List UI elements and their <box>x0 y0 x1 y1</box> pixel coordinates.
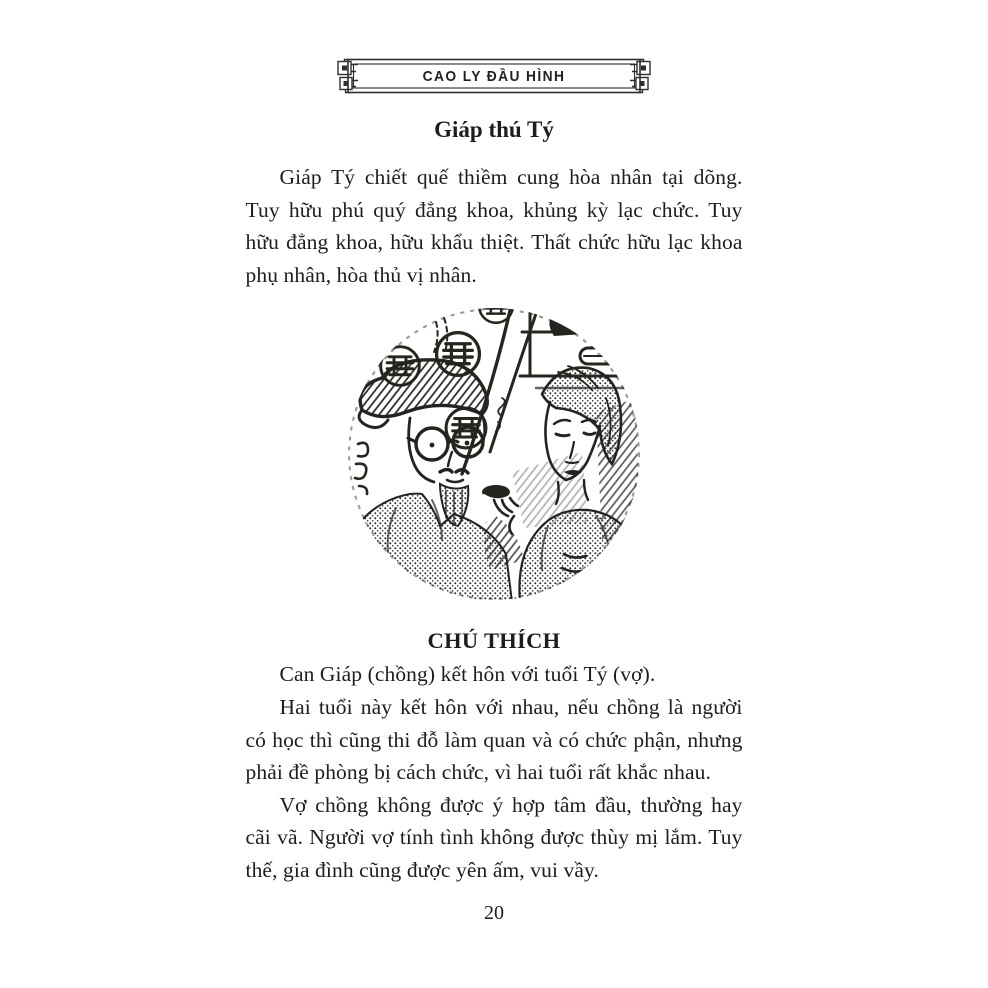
page-number: 20 <box>484 902 504 924</box>
note-paragraph: Vợ chồng không được ý hợp tâm đầu, thường hay cãi vã. Người vợ tính tình không được thùy mị lắm. Tuy thế, gia đình cũng được yên ấm, vui vầy. <box>245 792 743 882</box>
running-head <box>334 57 654 95</box>
note-paragraph: Can Giáp (chồng) kết hôn với tuổi Tý (vợ). <box>279 662 656 687</box>
notes-heading: CHÚ THÍCH <box>427 628 561 654</box>
intro-paragraph: Giáp Tý chiết quế thiềm cung hòa nhân tại dõng. Tuy hữu phú quý đẳng khoa, khủng kỳ lạc chức. Tuy hữu đẳng khoa, hữu khẩu thiệt. Thất chức hữu lạc khoa phụ nhân, hòa thủ vị nhân. <box>245 165 743 287</box>
text-column <box>246 116 743 887</box>
couple-illustration <box>344 302 644 602</box>
running-head-title: CAO LY ĐẦU HÌNH <box>422 67 566 85</box>
couple-illustration-drawing <box>344 302 644 602</box>
chapter-title: Giáp thú Tý <box>434 117 554 142</box>
note-paragraph: Hai tuổi này kết hôn với nhau, nếu chồng là người có học thì cũng thi đỗ làm quan và có chức phận, nhưng phải đề phòng bị cách chức, vì hai tuổi rất khắc nhau. <box>245 694 743 785</box>
